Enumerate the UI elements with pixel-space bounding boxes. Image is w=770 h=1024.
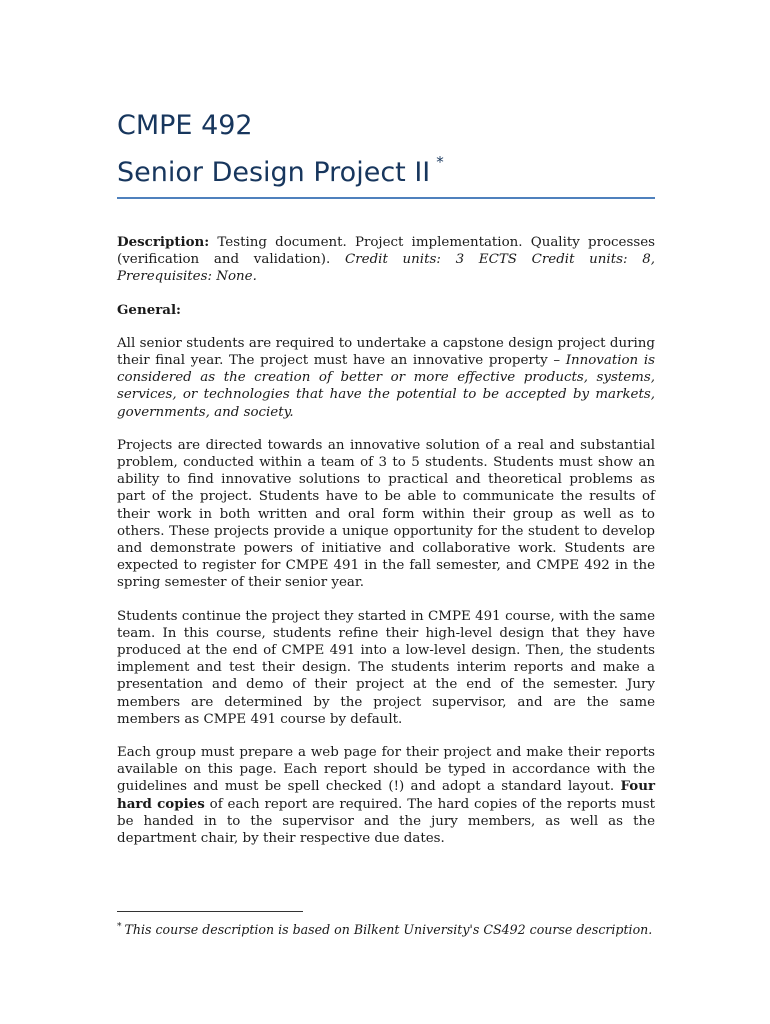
reports-text-after: of each report are required. The hard copies of the reports must be handed in to the supervisor and the jury members, as well as the department chair, by their respective due dates. <box>117 796 655 847</box>
course-code: CMPE 492 <box>117 110 253 141</box>
innovation-definition: Innovation is considered as the creation of better or more effective products, systems, services, or technologies that have the potential to be accepted by markets, governments, and society. <box>117 353 655 420</box>
general-heading: General: <box>117 301 181 318</box>
description-credits: Credit units: 3 ECTS Credit units: 8, Prerequisites: None. <box>117 252 655 285</box>
footnote <box>117 919 655 938</box>
document-page <box>117 108 655 847</box>
description-label: Description: <box>117 234 210 250</box>
course-title: Senior Design Project II <box>117 157 431 188</box>
page-title <box>117 108 655 199</box>
footnote-marker: * <box>117 922 122 932</box>
footnote-text: This course description is based on Bilkent University's CS492 course description. <box>124 922 653 937</box>
description-text: Testing document. Project implementation. Quality processes (verification and validation). <box>117 235 655 268</box>
paragraph-innovation-text: All senior students are required to undertake a capstone design project during their final year. The project must have an innovative property – <box>117 335 655 369</box>
footnote-divider <box>117 911 303 912</box>
paragraph-continuation: Students continue the project they started in CMPE 491 course, with the same team. In this course, students refine their high-level design that they have produced at the end of CMPE 491 into a low-level design. Then, the students implement and test their design. The students interim reports and make a presentation and demo of their project at the end of the semester. Jury members are determined by the project supervisor, and are the same members as CMPE 491 course by default. <box>117 608 655 727</box>
footnote-area <box>117 911 655 938</box>
course-title-line <box>117 144 655 191</box>
paragraph-innovation <box>117 335 655 421</box>
title-footnote-marker: * <box>436 153 444 171</box>
description-paragraph <box>117 234 655 286</box>
reports-text-before: Each group must prepare a web page for their project and make their reports available on this page. Each report should be typed in accordance with the guidelines and must be spell checked (!) and adopt a standard layout. <box>117 745 655 795</box>
paragraph-reports <box>117 744 655 847</box>
paragraph-projects: Projects are directed towards an innovative solution of a real and substantial problem, conducted within a team of 3 to 5 students. Students must show an ability to find innovative solutions to practical and theoretical problems as part of the project. Students have to be able to communicate the results of their work in both written and oral form within their group as well as to others. These projects provide a unique opportunity for the student to develop and demonstrate powers of initiative and collaborative work. Students are expected to register for CMPE 491 in the fall semester, and CMPE 492 in the spring semester of their senior year. <box>117 437 655 591</box>
reports-hard-copies: Four hard copies <box>117 778 655 812</box>
